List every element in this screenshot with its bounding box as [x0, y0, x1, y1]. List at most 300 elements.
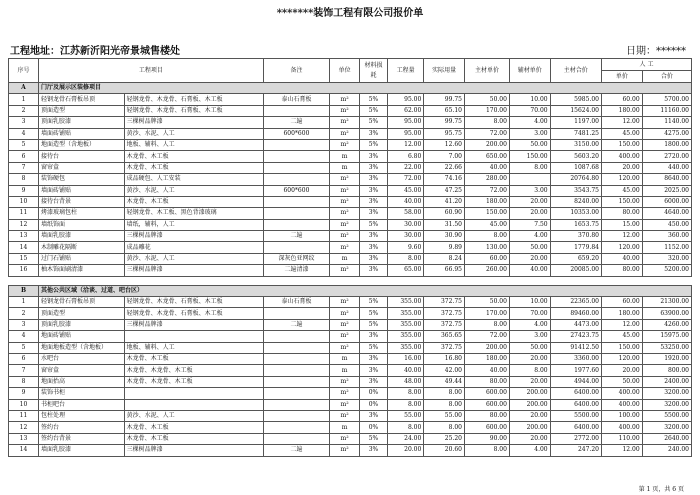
- cell-loss: 3%: [360, 242, 388, 253]
- cell-labor-price: 400.00: [601, 388, 642, 399]
- cell-labor-total: 53250.00: [642, 342, 691, 353]
- cell-qty: 95.00: [387, 117, 423, 128]
- cell-loss: 3%: [360, 174, 388, 185]
- cell-labor-total: 4640.00: [642, 208, 691, 219]
- cell-loss: 3%: [360, 151, 388, 162]
- cell-qty: 24.00: [387, 433, 423, 444]
- cell-item: 窗帘盒: [38, 365, 124, 376]
- cell-loss: 3%: [360, 162, 388, 173]
- cell-unit: m²: [330, 128, 360, 139]
- cell-mat-total: 89460.00: [550, 308, 601, 319]
- cell-labor-total: 63900.00: [642, 308, 691, 319]
- cell-unit: m²: [330, 208, 360, 219]
- cell-item: 地面砖铺贴: [38, 331, 124, 342]
- cell-labor-price: 45.00: [601, 331, 642, 342]
- cell-seq: 11: [9, 208, 39, 219]
- cell-material: 木龙骨、木工板: [124, 162, 263, 173]
- cell-note: [263, 208, 329, 219]
- cell-loss: 3%: [360, 376, 388, 387]
- cell-loss: 3%: [360, 253, 388, 264]
- cell-aux-price: 3.00: [509, 185, 550, 196]
- page-footer: 第 1 页，共 6 页: [638, 486, 684, 493]
- cell-mat-price: 40.00: [464, 365, 509, 376]
- cell-material: 三棵树品牌漆: [124, 117, 263, 128]
- cell-mat-price: 600.00: [464, 388, 509, 399]
- cell-aux-price: [509, 174, 550, 185]
- cell-seq: 9: [9, 388, 39, 399]
- cell-item: 地面造型（含地板）: [38, 139, 124, 150]
- cell-actual: 60.90: [424, 208, 465, 219]
- table-row: [9, 342, 692, 353]
- cell-qty: 16.00: [387, 353, 423, 364]
- cell-material: 成品硬包、人工安装: [124, 174, 263, 185]
- document-title: *******装饰工程有限公司报价单: [276, 8, 424, 19]
- cell-item: 包柱处理: [38, 410, 124, 421]
- cell-aux-price: 20.00: [509, 353, 550, 364]
- cell-material: 木龙骨、木工板: [124, 422, 263, 433]
- cell-unit: m: [330, 365, 360, 376]
- cell-labor-price: 50.00: [601, 376, 642, 387]
- cell-labor-total: 21300.00: [642, 297, 691, 308]
- table-row: [9, 353, 692, 364]
- cell-actual: 99.75: [424, 117, 465, 128]
- cell-qty: 12.00: [387, 139, 423, 150]
- cell-labor-total: 440.00: [642, 162, 691, 173]
- cell-actual: 41.20: [424, 196, 465, 207]
- project-address: 工程地址：江苏新沂阳光帝景城售楼处: [10, 46, 180, 57]
- cell-mat-total: 5500.00: [550, 410, 601, 421]
- cell-mat-total: 10353.00: [550, 208, 601, 219]
- cell-labor-total: 3200.00: [642, 422, 691, 433]
- cell-aux-price: 40.00: [509, 265, 550, 276]
- cell-aux-price: 7.50: [509, 219, 550, 230]
- table-row: [9, 242, 692, 253]
- table-row: [9, 231, 692, 242]
- cell-note: 二遍清漆: [263, 265, 329, 276]
- cell-mat-price: 90.00: [464, 433, 509, 444]
- cell-seq: 14: [9, 242, 39, 253]
- cell-unit: m²: [330, 185, 360, 196]
- cell-seq: 6: [9, 151, 39, 162]
- cell-note: [263, 105, 329, 116]
- cell-note: [263, 422, 329, 433]
- cell-aux-price: 8.00: [509, 162, 550, 173]
- cell-labor-total: 4275.00: [642, 128, 691, 139]
- cell-material: 黄沙、水泥、人工: [124, 128, 263, 139]
- cell-aux-price: 4.00: [509, 117, 550, 128]
- table-row: [9, 196, 692, 207]
- cell-qty: 55.00: [387, 410, 423, 421]
- cell-labor-price: 12.00: [601, 117, 642, 128]
- cell-actual: 65.10: [424, 105, 465, 116]
- cell-mat-total: 27423.75: [550, 331, 601, 342]
- cell-loss: 3%: [360, 208, 388, 219]
- cell-loss: 3%: [360, 128, 388, 139]
- cell-mat-price: 180.00: [464, 353, 509, 364]
- cell-mat-total: 1779.84: [550, 242, 601, 253]
- cell-labor-total: 2720.00: [642, 151, 691, 162]
- cell-material: 三棵树品牌漆: [124, 445, 263, 456]
- table-row: [9, 331, 692, 342]
- cell-actual: 42.00: [424, 365, 465, 376]
- cell-labor-total: 11160.00: [642, 105, 691, 116]
- header-unit: 单位: [330, 59, 360, 83]
- cell-seq: 4: [9, 331, 39, 342]
- header-qty: 工程量: [387, 59, 423, 83]
- cell-loss: 3%: [360, 445, 388, 456]
- cell-labor-price: 60.00: [601, 297, 642, 308]
- cell-qty: 355.00: [387, 308, 423, 319]
- cell-aux-price: 10.00: [509, 94, 550, 105]
- cell-labor-total: 3200.00: [642, 388, 691, 399]
- cell-mat-total: 6400.00: [550, 399, 601, 410]
- cell-qty: 72.00: [387, 174, 423, 185]
- cell-labor-total: 1140.00: [642, 117, 691, 128]
- cell-note: [263, 162, 329, 173]
- table-row: [9, 410, 692, 421]
- cell-aux-price: 3.00: [509, 128, 550, 139]
- cell-actual: 8.00: [424, 422, 465, 433]
- cell-aux-price: 4.00: [509, 231, 550, 242]
- cell-mat-total: 3150.00: [550, 139, 601, 150]
- header-mat-price: 主材单价: [464, 59, 509, 83]
- cell-mat-total: 1977.60: [550, 365, 601, 376]
- table-row: [9, 388, 692, 399]
- cell-item: 窗帘盒: [38, 162, 124, 173]
- cell-note: [263, 219, 329, 230]
- cell-mat-price: 50.00: [464, 297, 509, 308]
- cell-material: 地板、辅料、人工: [124, 342, 263, 353]
- cell-note: [263, 388, 329, 399]
- cell-note: [263, 139, 329, 150]
- cell-labor-total: 4260.00: [642, 319, 691, 330]
- cell-mat-total: 8240.00: [550, 196, 601, 207]
- cell-material: 轻钢龙骨、木龙骨、石膏板、木工板: [124, 297, 263, 308]
- cell-seq: 10: [9, 196, 39, 207]
- cell-item: 烤漆玻璃包柱: [38, 208, 124, 219]
- cell-material: 木龙骨、木工板: [124, 353, 263, 364]
- table-row: [9, 208, 692, 219]
- cell-note: [263, 353, 329, 364]
- table-row: [9, 265, 692, 276]
- cell-mat-total: 4473.00: [550, 319, 601, 330]
- cell-mat-price: 80.00: [464, 376, 509, 387]
- cell-labor-price: 180.00: [601, 308, 642, 319]
- cell-mat-price: 200.00: [464, 139, 509, 150]
- cell-mat-price: 130.00: [464, 242, 509, 253]
- cell-unit: m²: [330, 139, 360, 150]
- table-row: [9, 117, 692, 128]
- cell-unit: m²: [330, 399, 360, 410]
- cell-note: [263, 308, 329, 319]
- cell-labor-total: 320.00: [642, 253, 691, 264]
- cell-labor-total: 5200.00: [642, 265, 691, 276]
- address-row: [8, 38, 692, 58]
- cell-qty: 8.00: [387, 253, 423, 264]
- cell-aux-price: 4.00: [509, 445, 550, 456]
- cell-mat-price: 170.00: [464, 308, 509, 319]
- cell-seq: 1: [9, 94, 39, 105]
- cell-labor-total: 360.00: [642, 231, 691, 242]
- cell-aux-price: 50.00: [509, 342, 550, 353]
- cell-labor-price: 110.00: [601, 433, 642, 444]
- cell-labor-price: 80.00: [601, 265, 642, 276]
- cell-actual: 74.16: [424, 174, 465, 185]
- cell-qty: 355.00: [387, 331, 423, 342]
- cell-qty: 8.00: [387, 422, 423, 433]
- cell-labor-price: 100.00: [601, 410, 642, 421]
- cell-item: 柚木饰面刷清漆: [38, 265, 124, 276]
- cell-loss: 3%: [360, 353, 388, 364]
- cell-unit: m²: [330, 174, 360, 185]
- section-b-header: [9, 285, 692, 296]
- cell-item: 木制雕花隔断: [38, 242, 124, 253]
- cell-material: 黄沙、水泥、人工: [124, 410, 263, 421]
- cell-labor-price: 20.00: [601, 365, 642, 376]
- section-spacer: [9, 276, 692, 285]
- table-row: [9, 433, 692, 444]
- cell-unit: m: [330, 353, 360, 364]
- table-row: [9, 308, 692, 319]
- cell-material: 黄沙、水泥、人工: [124, 185, 263, 196]
- cell-actual: 55.00: [424, 410, 465, 421]
- cell-labor-total: 800.00: [642, 365, 691, 376]
- cell-actual: 8.00: [424, 399, 465, 410]
- cell-aux-price: 200.00: [509, 388, 550, 399]
- cell-mat-price: 8.00: [464, 231, 509, 242]
- cell-loss: 5%: [360, 319, 388, 330]
- cell-seq: 8: [9, 174, 39, 185]
- cell-unit: m²: [330, 410, 360, 421]
- cell-mat-price: 170.00: [464, 105, 509, 116]
- table-row: [9, 376, 692, 387]
- cell-aux-price: 20.00: [509, 253, 550, 264]
- cell-item: 顶面造型: [38, 308, 124, 319]
- table-row: [9, 185, 692, 196]
- section-a-name: 门厅及展示区装修项目: [38, 83, 691, 94]
- cell-material: 地板、辅料、人工: [124, 139, 263, 150]
- cell-note: 600*600: [263, 185, 329, 196]
- cell-labor-price: 15.00: [601, 219, 642, 230]
- cell-mat-total: 7481.25: [550, 128, 601, 139]
- cell-note: [263, 399, 329, 410]
- cell-material: [124, 388, 263, 399]
- cell-aux-price: 70.00: [509, 308, 550, 319]
- cell-actual: 22.66: [424, 162, 465, 173]
- section-a-header: [9, 83, 692, 94]
- date-label: 日期：******: [626, 46, 686, 57]
- header-labor: 人 工: [601, 59, 691, 71]
- cell-note: 600*600: [263, 128, 329, 139]
- cell-mat-total: 20085.00: [550, 265, 601, 276]
- table-row: [9, 319, 692, 330]
- cell-mat-price: 8.00: [464, 117, 509, 128]
- cell-item: 签约台背景: [38, 433, 124, 444]
- header-labor-total: 合价: [642, 71, 691, 83]
- cell-unit: m²: [330, 433, 360, 444]
- cell-aux-price: 20.00: [509, 208, 550, 219]
- cell-material: 成品雕花: [124, 242, 263, 253]
- cell-mat-total: 2772.00: [550, 433, 601, 444]
- cell-qty: 20.00: [387, 445, 423, 456]
- table-row: [9, 94, 692, 105]
- cell-qty: 30.00: [387, 231, 423, 242]
- header-note: 备注: [263, 59, 329, 83]
- cell-labor-price: 400.00: [601, 399, 642, 410]
- cell-unit: m²: [330, 445, 360, 456]
- table-row: [9, 445, 692, 456]
- cell-loss: 3%: [360, 365, 388, 376]
- cell-unit: m²: [330, 242, 360, 253]
- header-actual: 实际用量: [424, 59, 465, 83]
- header-seq: 序号: [9, 59, 39, 83]
- cell-seq: 7: [9, 365, 39, 376]
- cell-material: [124, 399, 263, 410]
- cell-loss: 0%: [360, 388, 388, 399]
- cell-material: 木龙骨、木龙骨、木工板: [124, 376, 263, 387]
- cell-qty: 48.00: [387, 376, 423, 387]
- table-row: [9, 365, 692, 376]
- cell-qty: 65.00: [387, 265, 423, 276]
- cell-labor-total: 2640.00: [642, 433, 691, 444]
- cell-qty: 62.00: [387, 105, 423, 116]
- cell-qty: 8.00: [387, 399, 423, 410]
- cell-loss: 5%: [360, 297, 388, 308]
- cell-unit: m: [330, 422, 360, 433]
- cell-note: [263, 365, 329, 376]
- cell-actual: 30.90: [424, 231, 465, 242]
- cell-labor-total: 450.00: [642, 219, 691, 230]
- cell-seq: 10: [9, 399, 39, 410]
- cell-actual: 372.75: [424, 319, 465, 330]
- header-item: 工程项目: [38, 59, 263, 83]
- table-row: [9, 139, 692, 150]
- cell-item: 墙面乳胶漆: [38, 231, 124, 242]
- cell-actual: 31.50: [424, 219, 465, 230]
- cell-aux-price: 3.00: [509, 331, 550, 342]
- cell-actual: 95.75: [424, 128, 465, 139]
- cell-labor-price: 45.00: [601, 185, 642, 196]
- cell-mat-price: 200.00: [464, 342, 509, 353]
- cell-unit: m: [330, 253, 360, 264]
- table-row: [9, 219, 692, 230]
- cell-actual: 372.75: [424, 297, 465, 308]
- cell-note: 泰山石膏板: [263, 297, 329, 308]
- cell-unit: m²: [330, 231, 360, 242]
- cell-seq: 15: [9, 253, 39, 264]
- cell-item: 水吧台: [38, 353, 124, 364]
- cell-loss: 3%: [360, 231, 388, 242]
- cell-loss: 5%: [360, 117, 388, 128]
- cell-loss: 3%: [360, 265, 388, 276]
- header-aux-price: 辅材单价: [509, 59, 550, 83]
- cell-aux-price: 70.00: [509, 105, 550, 116]
- cell-labor-price: 150.00: [601, 342, 642, 353]
- cell-loss: 5%: [360, 308, 388, 319]
- cell-unit: m²: [330, 308, 360, 319]
- cell-note: 二遍: [263, 445, 329, 456]
- cell-note: [263, 242, 329, 253]
- cell-mat-price: 150.00: [464, 208, 509, 219]
- cell-mat-price: 8.00: [464, 445, 509, 456]
- cell-aux-price: 150.00: [509, 151, 550, 162]
- cell-item: 墙面乳胶漆: [38, 445, 124, 456]
- cell-loss: 3%: [360, 185, 388, 196]
- cell-item: 接待台: [38, 151, 124, 162]
- cell-seq: 7: [9, 162, 39, 173]
- cell-mat-price: 50.00: [464, 94, 509, 105]
- table-row: [9, 422, 692, 433]
- cell-seq: 13: [9, 433, 39, 444]
- cell-loss: 5%: [360, 139, 388, 150]
- cell-material: 轻钢龙骨、木龙骨、石膏板、木工板: [124, 94, 263, 105]
- cell-mat-price: 180.00: [464, 196, 509, 207]
- cell-unit: m²: [330, 94, 360, 105]
- cell-note: [263, 151, 329, 162]
- cell-mat-total: 15624.00: [550, 105, 601, 116]
- cell-actual: 365.65: [424, 331, 465, 342]
- cell-unit: m: [330, 151, 360, 162]
- cell-actual: 7.00: [424, 151, 465, 162]
- cell-actual: 25.20: [424, 433, 465, 444]
- cell-labor-total: 15975.00: [642, 331, 691, 342]
- cell-item: 顶面乳胶漆: [38, 117, 124, 128]
- cell-aux-price: 200.00: [509, 399, 550, 410]
- cell-labor-price: 45.00: [601, 128, 642, 139]
- cell-mat-total: 3360.00: [550, 353, 601, 364]
- cell-mat-total: 1197.00: [550, 117, 601, 128]
- cell-item: 墙面砖铺贴: [38, 185, 124, 196]
- cell-item: 书柜吧台: [38, 399, 124, 410]
- cell-mat-total: 4944.00: [550, 376, 601, 387]
- cell-material: 木龙骨、木工板: [124, 196, 263, 207]
- cell-mat-total: 1087.68: [550, 162, 601, 173]
- cell-seq: 1: [9, 297, 39, 308]
- cell-aux-price: 200.00: [509, 422, 550, 433]
- cell-item: 地面地板造型（含地板）: [38, 342, 124, 353]
- cell-labor-total: 2025.00: [642, 185, 691, 196]
- cell-material: 轻钢龙骨、木工板、黑色背漆玻璃: [124, 208, 263, 219]
- cell-actual: 9.89: [424, 242, 465, 253]
- cell-unit: m²: [330, 376, 360, 387]
- cell-mat-total: 247.20: [550, 445, 601, 456]
- cell-qty: 40.00: [387, 365, 423, 376]
- cell-labor-total: 8640.00: [642, 174, 691, 185]
- cell-labor-total: 5500.00: [642, 410, 691, 421]
- header-labor-price: 单价: [601, 71, 642, 83]
- section-a-code: A: [9, 83, 39, 94]
- cell-labor-total: 6000.00: [642, 196, 691, 207]
- cell-note: [263, 342, 329, 353]
- cell-actual: 66.95: [424, 265, 465, 276]
- cell-loss: 3%: [360, 410, 388, 421]
- table-row: [9, 151, 692, 162]
- cell-qty: 95.00: [387, 94, 423, 105]
- cell-unit: m²: [330, 265, 360, 276]
- cell-seq: 5: [9, 139, 39, 150]
- cell-labor-total: 1152.00: [642, 242, 691, 253]
- cell-aux-price: 20.00: [509, 433, 550, 444]
- cell-actual: 8.00: [424, 388, 465, 399]
- cell-aux-price: 10.00: [509, 297, 550, 308]
- cell-labor-price: 120.00: [601, 353, 642, 364]
- cell-mat-price: 72.00: [464, 185, 509, 196]
- cell-material: 木龙骨、木龙骨、木工板: [124, 365, 263, 376]
- cell-aux-price: 8.00: [509, 365, 550, 376]
- cell-qty: 8.00: [387, 388, 423, 399]
- cell-labor-price: 120.00: [601, 242, 642, 253]
- cell-loss: 5%: [360, 105, 388, 116]
